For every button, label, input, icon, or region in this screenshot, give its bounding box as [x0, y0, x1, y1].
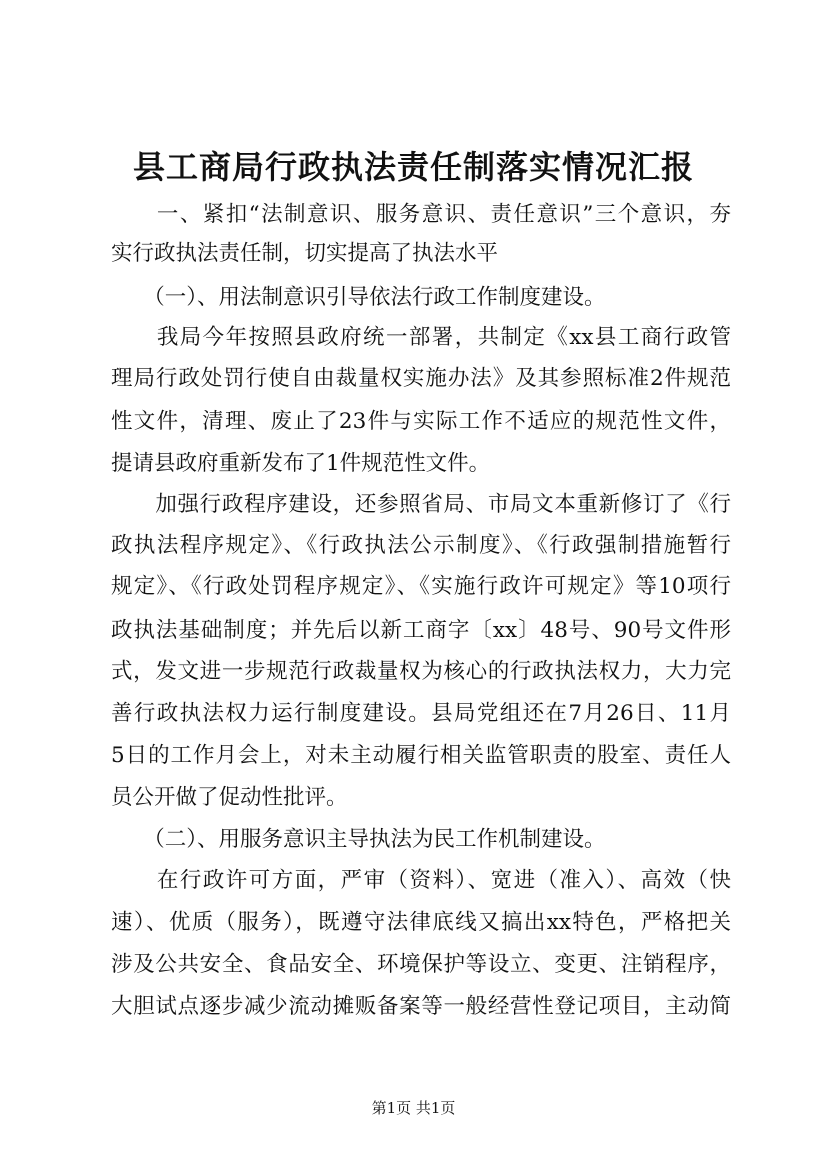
body-line: 实行政执法责任制，切实提高了执法水平 — [111, 241, 499, 266]
body-line: （一）、用法制意识引导依法行政工作制度建设。 — [111, 285, 606, 310]
body-line: 提请县政府重新发布了1件规范性文件。 — [111, 451, 491, 476]
body-line: 式，发文进一步规范行政裁量权为核心的行政执法权力，大力完 — [111, 659, 731, 684]
page-footer: 第1页 共1页 — [371, 1099, 456, 1117]
body-line: 在行政许可方面，严审（资料）、宽进（准入）、高效（快 — [111, 868, 731, 893]
body-line: 5日的工作月会上，对未主动履行相关监管职责的股室、责任人 — [111, 743, 731, 768]
body-line: 大胆试点逐步减少流动摊贩备案等一般经营性登记项目，主动简 — [111, 994, 731, 1019]
body-line: 速）、优质（服务），既遵守法律底线又搞出xx特色，严格把关 — [111, 910, 731, 935]
body-line: 加强行政程序建设，还参照省局、市局文本重新修订了《行 — [111, 492, 731, 517]
body-line: 性文件，清理、废止了23件与实际工作不适应的规范性文件， — [111, 409, 731, 434]
body-line: （二）、用服务意识主导执法为民工作机制建设。 — [111, 827, 606, 852]
body-line: 一、紧扣“法制意识、服务意识、责任意识”三个意识，夯 — [111, 202, 731, 227]
body-line: 我局今年按照县政府统一部署，共制定《xx县工商行政管 — [111, 325, 731, 350]
body-line: 政执法程序规定》、《行政执法公示制度》、《行政强制措施暂行 — [111, 533, 731, 558]
body-line: 员公开做了促动性批评。 — [111, 785, 348, 810]
document-title: 县工商局行政执法责任制落实情况汇报 — [132, 148, 694, 186]
body-line: 规定》、《行政处罚程序规定》、《实施行政许可规定》等10项行 — [111, 574, 731, 599]
body-line: 政执法基础制度；并先后以新工商字〔xx〕48号、90号文件形 — [111, 618, 731, 643]
body-line: 涉及公共安全、食品安全、环境保护等设立、变更、注销程序， — [111, 952, 731, 977]
body-line: 理局行政处罚行使自由裁量权实施办法》及其参照标准2件规范 — [111, 366, 731, 391]
body-line: 善行政执法权力运行制度建设。县局党组还在7月26日、11月 — [111, 701, 731, 726]
